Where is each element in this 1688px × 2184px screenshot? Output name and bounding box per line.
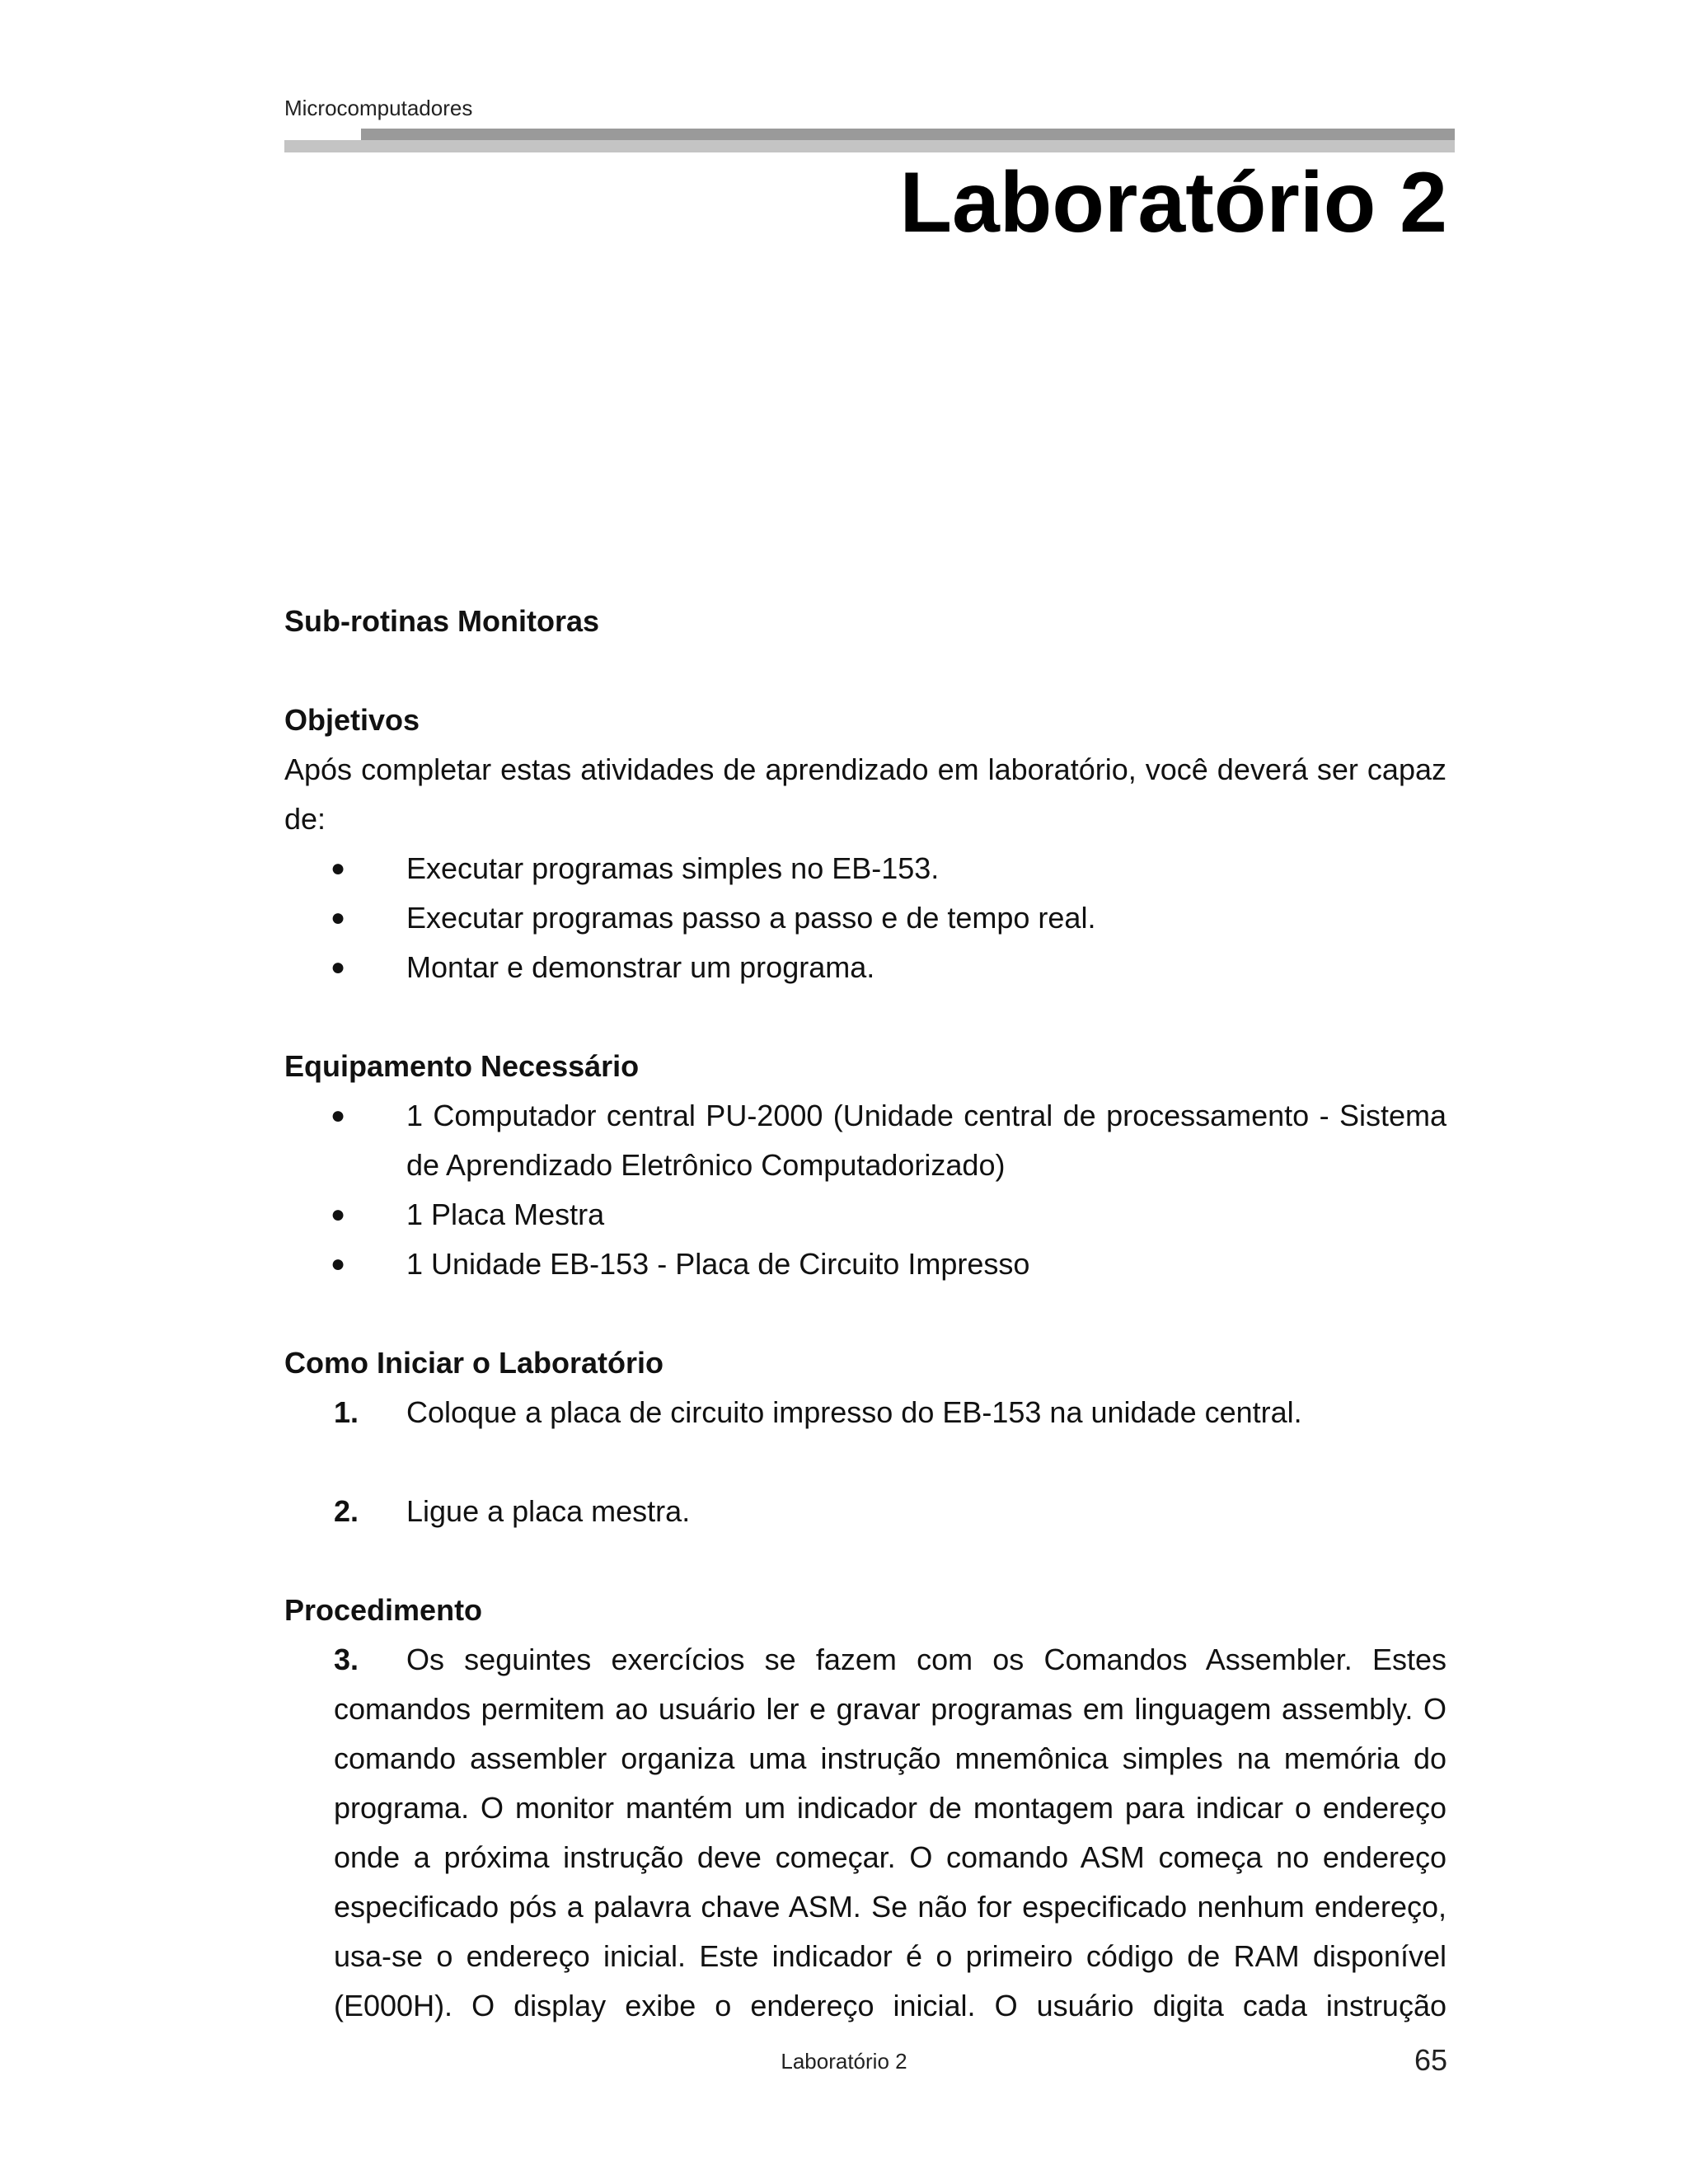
list-item (284, 1190, 1447, 1240)
step-number: 3. (334, 1643, 359, 1676)
procedimento-heading: Procedimento (284, 1593, 483, 1627)
list-item (284, 893, 1447, 943)
list-item (284, 844, 1447, 893)
step-item (284, 1487, 1447, 1536)
spacer (284, 992, 1447, 1042)
header-rule-light (284, 140, 1455, 152)
list-item-text: Montar e demonstrar um programa. (406, 950, 875, 984)
page-number: 65 (1414, 2043, 1447, 2077)
como-iniciar-heading: Como Iniciar o Laboratório (284, 1346, 664, 1380)
objetivos-heading: Objetivos (284, 703, 420, 737)
list-item-text: 1 Placa Mestra (406, 1197, 605, 1231)
spacer (284, 646, 1447, 696)
procedimento-text: Os seguintes exercícios se fazem com os Comandos Assembler. Estes comandos permitem ao usuário ler e gravar programas em linguagem assembly. O comando assembler organiza uma instrução mnemônica simples na memória do programa. O monitor mantém um indicador de montagem para indicar o endereço onde a próxima instrução deve começar. O comando ASM começa no endereço especificado pós a palavra chave ASM. Se não for especificado nenhum endereço, usa-se o endereço inicial. Este indicador é o primeiro código de RAM disponível (E000H). O display exibe o endereço inicial. O usuário digita cada instrução (334, 1643, 1447, 2022)
equipamento-list (284, 1091, 1447, 1289)
list-item (284, 943, 1447, 992)
bullet-icon: ● (331, 954, 346, 981)
running-head: Microcomputadores (284, 96, 473, 120)
bullet-icon: ● (331, 904, 346, 931)
spacer (284, 1437, 1447, 1487)
section-title: Sub-rotinas Monitoras (284, 604, 600, 638)
equipamento-heading: Equipamento Necessário (284, 1049, 640, 1083)
footer-title: Laboratório 2 (781, 2049, 907, 2074)
list-item-text: 1 Unidade EB-153 - Placa de Circuito Impresso (406, 1247, 1030, 1281)
list-item (284, 1091, 1447, 1190)
step-text: Ligue a placa mestra. (406, 1494, 691, 1528)
spacer (284, 1536, 1447, 1586)
step-item (284, 1388, 1447, 1437)
list-item (284, 1240, 1447, 1289)
step-text: Coloque a placa de circuito impresso do EB-153 na unidade central. (406, 1395, 1302, 1429)
procedimento-paragraph (284, 1635, 1447, 2031)
chapter-title: Laboratório 2 (899, 155, 1447, 251)
bullet-icon: ● (331, 1201, 346, 1228)
spacer (284, 1289, 1447, 1338)
objetivos-list (284, 844, 1447, 992)
step-number: 2. (334, 1494, 359, 1528)
main-content (284, 597, 1447, 2031)
header-rule-dark (361, 129, 1455, 140)
list-item-text: 1 Computador central PU-2000 (Unidade central de processamento - Sistema de Aprendizado Eletrônico Computadorizado) (406, 1099, 1447, 1182)
list-item-text: Executar programas simples no EB-153. (406, 851, 940, 885)
bullet-icon: ● (331, 1250, 346, 1277)
step-number: 1. (334, 1395, 359, 1429)
objetivos-intro: Após completar estas atividades de aprendizado em laboratório, você deverá ser capaz de: (284, 752, 1447, 836)
list-item-text: Executar programas passo a passo e de tempo real. (406, 901, 1096, 935)
bullet-icon: ● (331, 855, 346, 882)
bullet-icon: ● (331, 1102, 346, 1129)
